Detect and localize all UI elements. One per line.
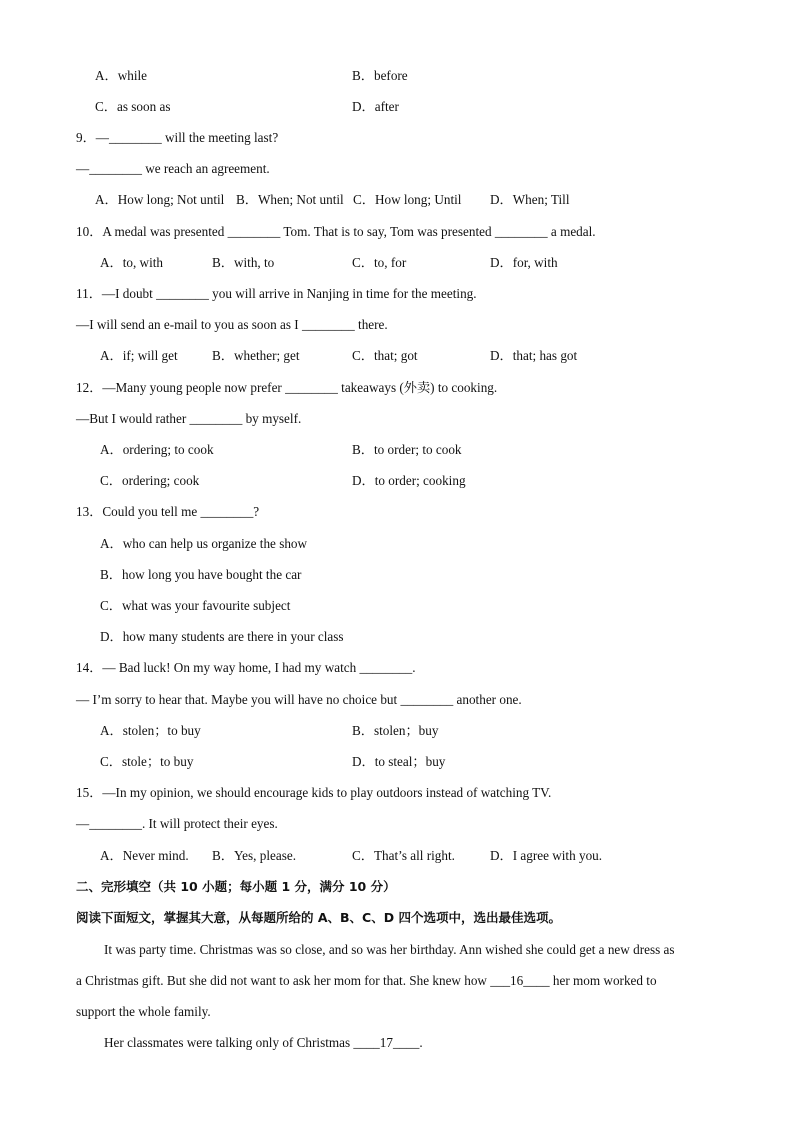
q12-option-c: C．ordering; cook	[100, 473, 200, 488]
q9-stem-line2: —________ we reach an agreement.	[76, 161, 270, 176]
q11-option-d: D．that; has got	[490, 348, 578, 363]
section-instruction: 阅读下面短文，掌握其大意，从每题所给的 A、B、C、D 四个选项中，选出最佳选项。	[76, 910, 561, 925]
passage-line-4: Her classmates were talking only of Christmas ____17____.	[104, 1035, 423, 1050]
q15-option-a: A．Never mind.	[100, 848, 189, 863]
q13-option-d: D．how many students are there in your class	[100, 629, 344, 644]
q12-stem-line1: 12．—Many young people now prefer ________ takeaways (外卖) to cooking.	[76, 380, 498, 395]
q13-option-c: C．what was your favourite subject	[100, 598, 291, 613]
q15-stem-line2: —________. It will protect their eyes.	[76, 816, 278, 831]
passage-line-2: a Christmas gift. But she did not want to ask her mom for that. She knew how ___16____ her mom worked to	[76, 973, 657, 988]
q14-option-c: C．stole；to buy	[100, 754, 194, 769]
q10-option-c: C．to, for	[352, 255, 407, 270]
q11-option-b: B．whether; get	[212, 348, 300, 363]
q15-option-b: B．Yes, please.	[212, 848, 297, 863]
q9-option-a: A．How long; Not until	[95, 192, 225, 207]
q12-stem-line2: —But I would rather ________ by myself.	[76, 411, 302, 426]
q10-stem: 10．A medal was presented ________ Tom. That is to say, Tom was presented ________ a medal.	[76, 224, 596, 239]
q12-option-b: B．to order; to cook	[352, 442, 462, 457]
q9-option-d: D．When; Till	[490, 192, 570, 207]
q15-option-c: C．That’s all right.	[352, 848, 455, 863]
q8-option-a: A．while	[95, 68, 148, 83]
passage-line-1: It was party time. Christmas was so close, and so was her birthday. Ann wished she could get a new dress as	[104, 942, 675, 957]
q15-stem-line1: 15．—In my opinion, we should encourage kids to play outdoors instead of watching TV.	[76, 785, 552, 800]
q15-option-d: D．I agree with you.	[490, 848, 603, 863]
q9-option-c: C．How long; Until	[353, 192, 462, 207]
passage-line-3: support the whole family.	[76, 1004, 211, 1019]
q10-option-d: D．for, with	[490, 255, 558, 270]
q9-stem-line1: 9．—________ will the meeting last?	[76, 130, 279, 145]
q14-stem-line2: — I’m sorry to hear that. Maybe you will have no choice but ________ another one.	[76, 692, 522, 707]
q11-option-c: C．that; got	[352, 348, 418, 363]
q13-stem: 13．Could you tell me ________?	[76, 504, 260, 519]
q10-option-a: A．to, with	[100, 255, 164, 270]
q11-option-a: A．if; will get	[100, 348, 178, 363]
q10-option-b: B．with, to	[212, 255, 275, 270]
q12-option-d: D．to order; cooking	[352, 473, 466, 488]
q14-option-b: B．stolen；buy	[352, 723, 439, 738]
section-heading: 二、完形填空（共 10 小题；每小题 1 分，满分 10 分）	[76, 879, 396, 894]
q12-option-a: A．ordering; to cook	[100, 442, 214, 457]
q8-option-c: C．as soon as	[95, 99, 171, 114]
q8-option-b: B．before	[352, 68, 408, 83]
q14-stem-line1: 14．— Bad luck! On my way home, I had my watch ________.	[76, 660, 416, 675]
q14-option-d: D．to steal；buy	[352, 754, 446, 769]
q11-stem-line1: 11．—I doubt ________ you will arrive in Nanjing in time for the meeting.	[76, 286, 477, 301]
q11-stem-line2: —I will send an e-mail to you as soon as I ________ there.	[76, 317, 388, 332]
q13-option-a: A．who can help us organize the show	[100, 536, 308, 551]
q14-option-a: A．stolen；to buy	[100, 723, 201, 738]
q8-option-d: D．after	[352, 99, 399, 114]
q9-option-b: B．When; Not until	[236, 192, 344, 207]
q13-option-b: B．how long you have bought the car	[100, 567, 302, 582]
